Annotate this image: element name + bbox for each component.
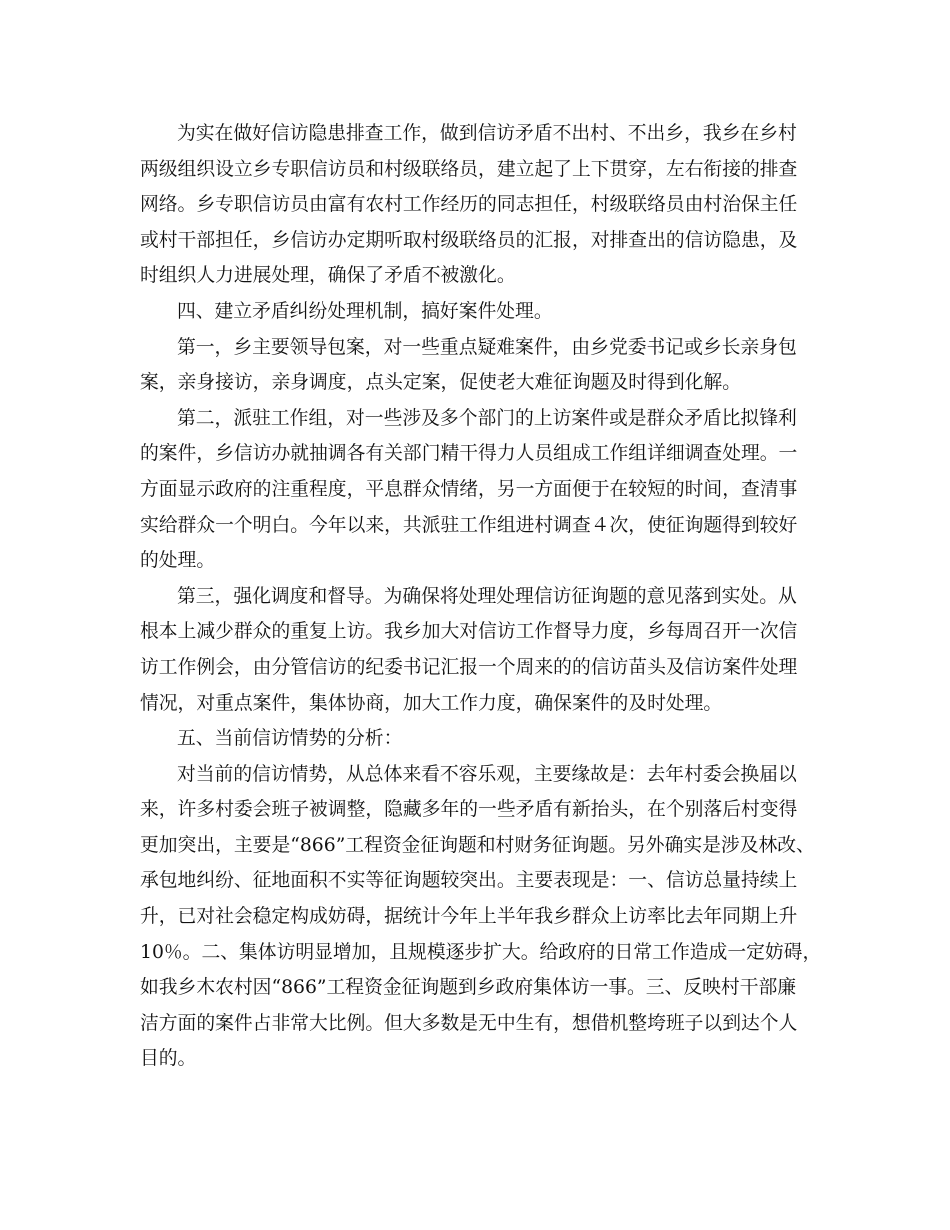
text-line: 情况，对重点案件，集体协商，加大工作力度，确保案件的及时处理。 [140,692,723,714]
text-line: 对当前的信访情势，从总体来看不容乐观，主要缘故是：去年村委会换届以 [177,763,797,785]
text-line: 更加突出，主要是“866”工程资金征询题和村财务征询题。另外确实是涉及林改、 [140,834,815,856]
text-line: 的处理。 [140,550,216,572]
text-line: 洁方面的案件占非常大比例。但大多数是无中生有，想借机整垮班子以到达个人 [140,1012,798,1034]
text-line: 实给群众一个明白。今年以来，共派驻工作组进村调查４次，使征询题得到较好 [140,514,798,536]
text-line: 来，许多村委会班子被调整，隐藏多年的一些矛盾有新抬头，在个别落后村变得 [140,799,798,821]
text-line: 如我乡木农村因“866”工程资金征询题到乡政府集体访一事。三、反映村干部廉 [140,977,797,999]
text-line: 网络。乡专职信访员由富有农村工作经历的同志担任，村级联络员由村治保主任 [140,194,798,216]
text-line: 或村干部担任，乡信访办定期听取村级联络员的汇报，对排查出的信访隐患，及 [140,229,798,251]
text-line: 时组织人力进展处理，确保了矛盾不被激化。 [140,265,516,287]
text-line: 为实在做好信访隐患排查工作，做到信访矛盾不出村、不出乡，我乡在乡村 [177,123,797,144]
text-line: 根本上减少群众的重复上访。我乡加大对信访工作督导力度，乡每周召开一次信 [140,621,798,643]
text-line: 承包地纠纷、征地面积不实等征询题较突出。主要表现是：一、信访总量持续上 [140,870,798,892]
text-line: 两级组织设立乡专职信访员和村级联络员，建立起了上下贯穿，左右衔接的排查 [140,158,798,180]
text-line: 第二，派驻工作组，对一些涉及多个部门的上访案件或是群众矛盾比拟锋利 [177,407,797,429]
text-line: 第三，强化调度和督导。为确保将处理处理信访征询题的意见落到实处。从 [177,585,797,607]
document-body [140,116,822,1077]
text-line: 方面显示政府的注重程度，平息群众情绪，另一方面便于在较短的时间，查清事 [140,478,798,500]
text-line: 升，已对社会稳定构成妨碍，据统计今年上半年我乡群众上访率比去年同期上升 [140,906,798,928]
text-line: 第一，乡主要领导包案，对一些重点疑难案件，由乡党委书记或乡长亲身包 [177,336,797,358]
text-line: 五、当前信访情势的分析： [177,728,403,750]
text-line: 的案件，乡信访办就抽调各有关部门精干得力人员组成工作组详细调查处理。一 [140,443,798,465]
text-line: 目的。 [140,1048,197,1070]
text-line: 案，亲身接访，亲身调度，点头定案，促使老大难征询题及时得到化解。 [140,372,741,394]
text-line: 10％。二、集体访明显增加，且规模逐步扩大。给政府的日常工作造成一定妨碍， [140,941,822,963]
text-line: 四、建立矛盾纠纷处理机制，搞好案件处理。 [177,300,553,322]
text-line: 访工作例会，由分管信访的纪委书记汇报一个周来的的信访苗头及信访案件处理 [140,656,798,678]
